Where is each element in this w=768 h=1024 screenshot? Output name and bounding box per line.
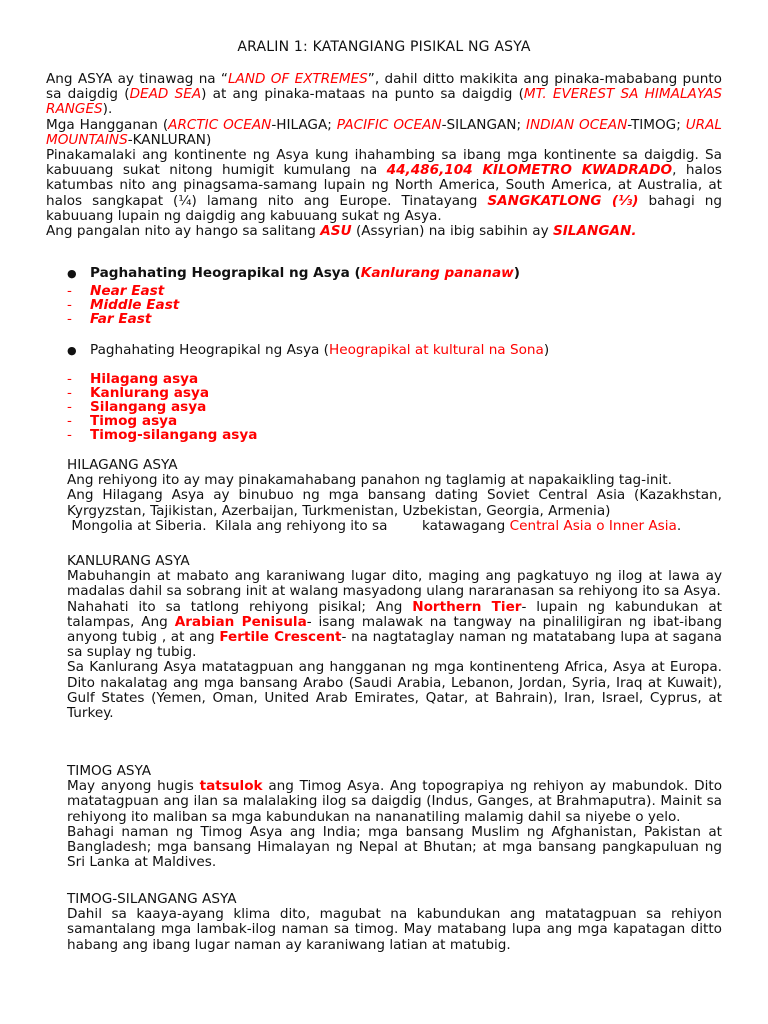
intro-paragraph-extremes: Ang ASYA ay tinawag na “LAND OF EXTREMES”, dahil ditto makikita ang pinaka-mababang punto sa daigdig (DEAD SEA) at ang pinaka-mataas na punto sa daigdig (MT. EVEREST SA HIMALAYAS RANGES).: [46, 71, 722, 118]
dead-sea: DEAD SEA: [129, 86, 202, 103]
section-timog-asya: TIMOG ASYA May anyong hugis tatsulok ang Timog Asya. Ang topograpiya ng rehiyon ay mabundok. Dito matatagpuan ang ilan sa malalaking ilog sa daigdig (Indus, Ganges, at Brahmaputra). Mainit sa rehiyong ito maliban sa mga kabundukan na nananatiling malamig dahil sa niyebe o yelo. Bahagi naman ng Timog Asya ang India; mga bansang Muslim ng Afghanistan, Pakistan at Bangladesh; mga bansang Himalayan ng Nepal at Bhutan; at mga bansang pangkapuluan ng Sri Lanka at Maldives.: [67, 763, 723, 871]
section-heading: TIMOG ASYA: [67, 763, 152, 779]
land-of-extremes: LAND OF EXTREMES: [227, 71, 368, 87]
mt-everest: MT. EVEREST SA HIMALAYAS RANGES: [46, 86, 722, 118]
section-heading: KANLURANG ASYA: [67, 553, 190, 569]
one-third: SANGKATLONG (⅓): [487, 192, 639, 209]
intro-paragraph-name: Ang pangalan nito ay hango sa salitang ASU (Assyrian) na ibig sabihin ay SILANGAN.: [46, 223, 637, 240]
section-kanlurang-asya: KANLURANG ASYA Mabuhangin at mabato ang karaniwang lugar dito, maging ang pagkatuyo ng ilog at lawa ay madalas dahil sa sobrang init at walang masyadong ulang nararanasan sa rehiyong ito sa Asya. Nahahati ito sa tatlong rehiyong pisikal; Ang Northern Tier- lupain ng kabundukan at talampas, Ang Arabian Penisula- isang malawak na tangway na pinaliligiran ng ibat-ibang anyong tubig , at ang Fertile Crescent- na nagtataglay naman ng matatabang lupa at sagana sa suplay ng tubig. Sa Kanlurang Asya matatagpuan ang hangganan ng mga kontinenteng Africa, Asya at Europa. Dito nakalatag ang mga bansang Arabo (Saudi Arabia, Lebanon, Jordan, Syria, Iraq at Kuwait), Gulf States (Yemen, Oman, United Arab Emirates, Qatar, at Bahrain), Iran, Israel, Cyprus, at Turkey.: [67, 553, 723, 722]
section-heading: TIMOG-SILANGANG ASYA: [67, 891, 237, 907]
intro-section: [46, 72, 722, 239]
page-title: ARALIN 1: KATANGIANG PISIKAL NG ASYA: [237, 39, 531, 55]
intro-paragraph-boundaries: Mga Hangganan (ARCTIC OCEAN-HILAGA; PACIFIC OCEAN-SILANGAN; INDIAN OCEAN-TIMOG; URAL MOUNTAINS-KANLURAN): [46, 116, 722, 148]
section-heading: HILAGANG ASYA: [67, 457, 178, 473]
document-page: ARALIN 1: KATANGIANG PISIKAL NG ASYA Ang ASYA ay tinawag na “LAND OF EXTREMES”, dahil ditto makikita ang pinaka-mababang punto sa daigdig (DEAD SEA) at ang pinaka-mataas na punto sa daigdig (MT. EVEREST SA HIMALAYAS RANGES). Mga Hangganan (ARCTIC OCEAN-HILAGA; PACIFIC OCEAN-SILANGAN; INDIAN OCEAN-TIMOG; URAL MOUNTAINS-KANLURAN) Pinakamalaki ang kontinente ng Asya kung ihahambing sa ibang mga kontinente sa daigdig. Sa kabuuang sukat nitong humigit kumulang na 44,486,104 KILOMETRO KWADRADO, halos katumbas nito ang pinagsama-samang lupain ng North America, South America, at Australia, at halos sangkapat (¼) lamang nito ang Europe. Tinatayang SANGKATLONG (⅓) bahagi ng kabuuang lupain ng daigdig ang kabuuang sukat ng Asya. Ang pangalan nito ay hango sa salitang ASU (Assyrian) na ibig sabihin ay SILANGAN. ● Paghahating Heograpikal ng Asya (Kanlurang pananaw) - Near East - Middle East - Far East ● Paghahating Heograpikal ng Asya (Heograpikal at kultural na Sona) - Hilagang asya - Kanlurang asya - Silangang asya - Timog asya - Timog-silangang asya HILAGANG ASYA Ang rehiyong ito ay may pinakamahabang panahon ng taglamig at napakaikling tag-init. Ang Hilagang Asya ay binubuo ng mga bansang dating Soviet Central Asia (Kazakhstan, Kyrgyzstan, Tajikistan, Azerbaijan, Turkmenistan, Uzbekistan, Georgia, Armenia) Mongolia at Siberia. Kilala ang rehiyong ito sa katawagang Central Asia o Inner Asia. KANLURANG ASYA Mabuhangin at mabato ang karaniwang lugar dito, maging ang pagkatuyo ng ilog at lawa ay madalas dahil sa sobrang init at walang masyadong ulang nararanasan sa rehiyong ito sa Asya. Nahahati ito sa tatlong rehiyong pisikal; Ang Northern Tier- lupain ng kabundukan at talampas, Ang Arabian Penisula- isang malawak na tangway na pinaliligiran ng ibat-ibang anyong tubig , at ang Fertile Crescent- na nagtataglay naman ng matatabang lupa at sagana sa suplay ng tubig. Sa Kanlurang Asya matatagpuan ang hangganan ng mga kontinenteng Africa, Asya at Europa. Dito nakalatag ang mga bansang Arabo (Saudi Arabia, Lebanon, Jordan, Syria, Iraq at Kuwait), Gulf States (Yemen, Oman, United Arab Emirates, Qatar, at Bahrain), Iran, Israel, Cyprus, at Turkey. TIMOG ASYA May anyong hugis tatsulok ang Timog Asya. Ang topograpiya ng rehiyon ay mabundok. Dito matatagpuan ang ilan sa malalaking ilog sa daigdig (Indus, Ganges, at Brahmaputra). Mainit sa rehiyong ito maliban sa mga kabundukan na nananatiling malamig dahil sa niyebe o yelo. Bahagi naman ng Timog Asya ang India; mga bansang Muslim ng Afghanistan, Pakistan at Bangladesh; mga bansang Himalayan ng Nepal at Bhutan; at mga bansang pangkapuluan ng Sri Lanka at Maldives. TIMOG-SILANGANG ASYA Dahil sa kaaya-ayang klima dito, magubat na kabundukan ang matatagpuan sa rehiyon samantalang mga lambak-ilog naman sa timog. May matabang lupa ang mga kapatagan ditto habang ang ibang lugar naman ay karaniwang latian at matubig.: [0, 0, 768, 1024]
bullet-icon: ●: [67, 267, 77, 280]
intro-paragraph-size: Pinakamalaki ang kontinente ng Asya kung ihahambing sa ibang mga kontinente sa daigdig. Sa kabuuang sukat nitong humigit kumulang na 44,486,104 KILOMETRO KWADRADO, halos katumbas nito ang pinagsama-samang lupain ng North America, South America, at Australia, at halos sangkapat (¼) lamang nito ang Europe. Tinatayang SANGKATLONG (⅓) bahagi ng kabuuang lupain ng daigdig ang kabuuang sukat ng Asya.: [46, 147, 723, 224]
bullet-icon: ●: [67, 344, 77, 357]
area-value: 44,486,104 KILOMETRO KWADRADO: [386, 162, 673, 179]
section-timog-silangang-asya: TIMOG-SILANGANG ASYA Dahil sa kaaya-ayang klima dito, magubat na kabundukan ang matatagpuan sa rehiyon samantalang mga lambak-ilog naman sa timog. May matabang lupa ang mga kapatagan ditto habang ang ibang lugar naman ay karaniwang latian at matubig.: [67, 891, 722, 953]
section-hilagang-asya: HILAGANG ASYA Ang rehiyong ito ay may pinakamahabang panahon ng taglamig at napakaikling tag-init. Ang Hilagang Asya ay binubuo ng mga bansang dating Soviet Central Asia (Kazakhstan, Kyrgyzstan, Tajikistan, Azerbaijan, Turkmenistan, Uzbekistan, Georgia, Armenia) Mongolia at Siberia. Kilala ang rehiyong ito sa katawagang Central Asia o Inner Asia.: [67, 457, 722, 534]
